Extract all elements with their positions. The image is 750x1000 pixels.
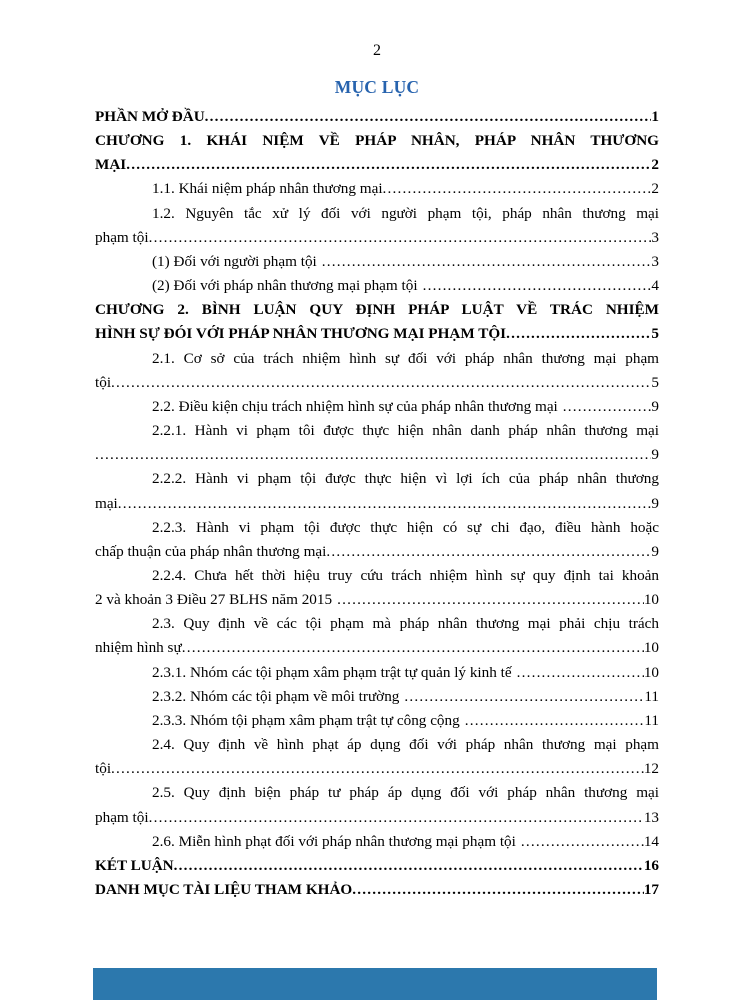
toc-line: 2.4. Quy định về hình phạt áp dụng đối với pháp nhân thương mại phạm <box>152 736 659 754</box>
dot-leader <box>352 878 644 902</box>
dot-leader <box>337 588 644 612</box>
page-content <box>95 42 659 902</box>
toc-page-ref: 11 <box>644 687 659 705</box>
dot-leader <box>95 443 651 467</box>
toc-entry-text: HÌNH SỰ ĐÓI VỚI PHÁP NHÂN THƯƠNG MẠI PHẠM TỘI <box>95 325 507 343</box>
toc-page-ref: 10 <box>643 639 659 657</box>
toc-page-ref: 13 <box>643 808 659 826</box>
toc-line <box>95 661 659 685</box>
toc-line <box>95 588 659 612</box>
toc-page-ref: 17 <box>643 881 659 898</box>
toc-page-ref: 12 <box>643 760 659 778</box>
toc-line <box>95 878 659 902</box>
footer-redaction-bar <box>93 968 657 1000</box>
dot-leader <box>149 806 644 830</box>
toc-page-ref: 2 <box>651 180 659 198</box>
toc-line: 2.1. Cơ sở của trách nhiệm hình sự đối với pháp nhân thương mại phạm <box>152 349 659 367</box>
toc-entry-text: 2.3.3. Nhóm tội phạm xâm phạm trật tự công cộng <box>152 711 460 729</box>
dot-leader <box>126 153 651 177</box>
toc-page-ref: 2 <box>651 156 659 174</box>
toc-entry-text: (1) Đối với người phạm tội <box>152 252 317 270</box>
toc-entry-text: mại <box>95 494 118 512</box>
toc-line: 2.3. Quy định về các tội phạm mà pháp nhân thương mại phải chịu trách <box>152 615 659 633</box>
toc-entry-text: 1.1. Khái niệm pháp nhân thương mại <box>152 180 383 198</box>
toc-line: 1.2. Nguyên tắc xử lý đối với người phạm tội, pháp nhân thương mại <box>152 204 659 222</box>
toc-entry-text: 2 và khoản 3 Điều 27 BLHS năm 2015 <box>95 591 333 609</box>
dot-leader <box>322 250 652 274</box>
dot-leader <box>111 757 644 781</box>
toc-entry-text: chấp thuận của pháp nhân thương mại <box>95 542 327 560</box>
dot-leader <box>465 709 645 733</box>
toc-page-ref: 9 <box>651 397 659 415</box>
toc-line <box>95 492 659 516</box>
dot-leader <box>111 371 651 395</box>
dot-leader <box>383 177 652 201</box>
toc-entry-text: phạm tội <box>95 228 149 246</box>
toc-entry-text: tội <box>95 373 112 391</box>
toc-page-ref: 9 <box>651 542 659 560</box>
toc-line <box>95 250 659 274</box>
toc-page-ref: 11 <box>644 711 659 729</box>
toc-entry-text: PHẦN MỞ ĐẦU <box>95 108 205 125</box>
dot-leader <box>326 540 651 564</box>
toc-line <box>95 540 659 564</box>
dot-leader <box>506 322 651 346</box>
toc-entry-text: 2.3.2. Nhóm các tội phạm về môi trường <box>152 687 400 705</box>
dot-leader <box>423 274 652 298</box>
toc-line <box>95 636 659 660</box>
toc-page-ref: 9 <box>651 446 659 464</box>
toc-entry-text: nhiệm hình sự <box>95 639 182 657</box>
toc-page-ref: 3 <box>651 228 659 246</box>
toc-line <box>95 685 659 709</box>
toc-line <box>95 274 659 298</box>
toc-line: CHƯƠNG 1. KHÁI NIỆM VỀ PHÁP NHÂN, PHÁP NHÂN THƯƠNG <box>95 132 659 150</box>
toc-line <box>95 443 659 467</box>
toc-line <box>95 830 659 854</box>
toc-line <box>95 105 659 129</box>
toc-line: CHƯƠNG 2. BÌNH LUẬN QUY ĐỊNH PHÁP LUẬT VỀ TRÁC NHIỆM <box>95 301 659 319</box>
toc-page-ref: 10 <box>643 663 659 681</box>
toc-line <box>95 177 659 201</box>
toc-line: 2.2.2. Hành vi phạm tội được thực hiện vì lợi ích của pháp nhân thương <box>152 470 659 488</box>
toc-line <box>95 854 659 878</box>
toc-page-ref: 1 <box>651 108 659 125</box>
toc-line <box>95 153 659 177</box>
dot-leader <box>517 661 644 685</box>
dot-leader <box>174 854 644 878</box>
toc-entry-text: 2.6. Miễn hình phạt đối với pháp nhân thương mại phạm tội <box>152 832 516 850</box>
toc-page-ref: 3 <box>651 252 659 270</box>
toc-line <box>95 709 659 733</box>
toc-title: MỤC LỤC <box>334 77 420 97</box>
toc-page-ref: 9 <box>651 494 659 512</box>
toc-line: 2.2.4. Chưa hết thời hiệu truy cứu trách nhiệm hình sự quy định tai khoản <box>152 566 659 584</box>
toc-entry-text: tội <box>95 760 112 778</box>
toc-entry-text: DANH MỤC TÀI LIỆU THAM KHẢO <box>95 881 353 898</box>
toc-entry-text: 2.3.1. Nhóm các tội phạm xâm phạm trật tự quản lý kinh tế <box>152 663 512 681</box>
toc-line <box>95 395 659 419</box>
toc-line <box>95 371 659 395</box>
toc-entry-text: KÉT LUẬN <box>95 856 174 874</box>
toc-entry-text: 2.2. Điều kiện chịu trách nhiệm hình sự của pháp nhân thương mại <box>152 397 558 415</box>
toc-entry-text: phạm tội <box>95 808 149 826</box>
toc-page-ref: 5 <box>651 325 659 343</box>
toc-line <box>95 226 659 250</box>
toc-page-ref: 14 <box>643 832 659 850</box>
toc-line <box>95 806 659 830</box>
dot-leader <box>149 226 652 250</box>
dot-leader <box>404 685 644 709</box>
dot-leader <box>118 492 652 516</box>
toc-entry-text: MẠI <box>95 156 127 174</box>
toc-line: 2.5. Quy định biện pháp tư pháp áp dụng đối với pháp nhân thương mại <box>152 784 659 802</box>
dot-leader <box>521 830 644 854</box>
page-number: 2 <box>373 42 381 59</box>
toc-entry-text: (2) Đối với pháp nhân thương mại phạm tội <box>152 277 418 295</box>
toc-page-ref: 10 <box>643 591 659 609</box>
toc-line <box>95 322 659 346</box>
dot-leader <box>182 636 644 660</box>
toc-page-ref: 4 <box>651 277 659 295</box>
toc-page-ref: 16 <box>643 856 659 874</box>
toc-line <box>95 757 659 781</box>
toc-line: 2.2.3. Hành vi phạm tội được thực hiện có sự chi đạo, điều hành hoặc <box>152 518 659 536</box>
toc-list <box>95 105 659 902</box>
toc-page-ref: 5 <box>651 373 659 391</box>
toc-line: 2.2.1. Hành vi phạm tôi được thực hiện nhân danh pháp nhân thương mại <box>152 422 659 440</box>
dot-leader <box>205 105 652 129</box>
dot-leader <box>563 395 652 419</box>
